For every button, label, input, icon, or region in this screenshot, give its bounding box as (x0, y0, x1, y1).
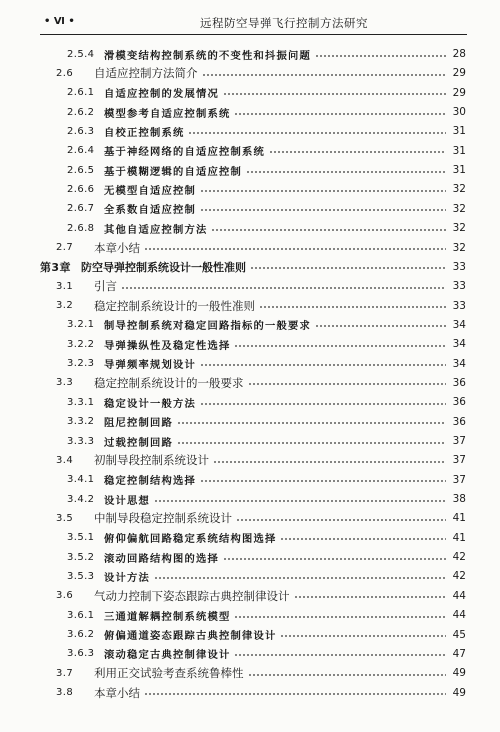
toc-entry-title: 稳定设计一般方法 (104, 397, 196, 410)
toc-entry-page: 44 (452, 609, 466, 622)
toc-entry-title: 本章小结 (94, 240, 140, 255)
toc-entry-number: 3.4.1 (67, 474, 95, 486)
toc-entry[interactable] (0, 179, 500, 199)
toc-entry[interactable] (0, 44, 500, 64)
toc-entry[interactable] (0, 489, 500, 509)
toc-entry[interactable] (0, 625, 500, 645)
toc-entry-page: 41 (452, 531, 466, 544)
toc-entry[interactable] (0, 450, 500, 470)
dot-leader (294, 596, 447, 598)
toc-entry-number: 3.5.3 (67, 570, 95, 582)
toc-entry-title: 俯仰偏航回路稳定系统结构图选择 (104, 533, 277, 546)
dot-leader (211, 229, 446, 231)
toc-entry[interactable] (0, 470, 500, 490)
toc-entry-title: 导弹操纵性及稳定性选择 (104, 339, 231, 352)
toc-entry[interactable] (0, 141, 500, 161)
toc-entry-number: 3.2 (56, 300, 74, 312)
toc-entry-page: 33 (452, 260, 466, 273)
toc-entry[interactable] (0, 296, 500, 316)
toc-entry-number: 2.6.5 (67, 164, 95, 176)
toc-entry[interactable] (0, 63, 500, 83)
toc-entry[interactable] (0, 218, 500, 238)
toc-entry-page: 31 (452, 144, 466, 157)
dot-leader (223, 93, 446, 95)
toc-entry-number: 2.6.6 (67, 183, 95, 195)
toc-entry-number: 3.3 (56, 377, 74, 389)
dot-leader (177, 422, 446, 424)
toc-entry-number: 3.2.1 (67, 319, 95, 331)
toc-entry-title: 初制导段控制系统设计 (94, 453, 209, 468)
toc-entry[interactable] (0, 238, 500, 258)
toc-entry[interactable] (0, 508, 500, 528)
toc-entry-title: 三通道解耦控制系统模型 (104, 610, 231, 623)
toc-entry-page: 37 (452, 473, 466, 486)
toc-entry-title: 过载控制回路 (104, 436, 173, 449)
dot-leader (177, 442, 446, 444)
toc-entry-page: 28 (452, 48, 466, 60)
toc-entry-number: 2.6 (56, 67, 74, 79)
toc-entry-title: 无模型自适应控制 (104, 184, 196, 197)
running-header (40, 14, 467, 35)
dot-leader (200, 364, 446, 366)
dot-leader (144, 248, 446, 250)
toc-entry-number: 3.3.3 (67, 435, 95, 447)
toc-entry-title: 导弹频率规划设计 (104, 359, 196, 372)
dot-leader (248, 674, 447, 676)
toc-entry[interactable] (0, 431, 500, 451)
toc-entry-title: 设计方法 (104, 571, 150, 584)
dot-leader (280, 538, 446, 540)
toc-entry-page: 33 (452, 280, 466, 293)
toc-entry[interactable] (0, 412, 500, 432)
dot-leader (234, 345, 446, 347)
dot-leader (200, 480, 446, 482)
toc-entry-number: 3.4 (56, 454, 74, 466)
toc-entry[interactable] (0, 566, 500, 586)
dot-leader (202, 74, 447, 76)
toc-entry[interactable] (0, 547, 500, 567)
toc-entry-title: 制导控制系统对稳定回路指标的一般要求 (104, 320, 311, 333)
toc-entry-title: 滚动回路结构图的选择 (104, 552, 219, 565)
dot-leader (236, 519, 446, 521)
toc-entry[interactable] (0, 354, 500, 374)
toc-entry-page: 37 (452, 454, 466, 467)
toc-entry-number: 2.6.7 (67, 203, 95, 215)
dot-leader (200, 190, 446, 192)
toc-entry-page: 44 (452, 589, 466, 602)
toc-entry-page: 31 (452, 125, 466, 138)
toc-entry-title: 自适应控制方法简介 (94, 66, 198, 81)
toc-entry-title: 中制导段稳定控制系统设计 (94, 511, 232, 526)
toc-entry-page: 41 (452, 512, 466, 525)
toc-entry-page: 49 (452, 686, 466, 699)
toc-entry[interactable] (0, 373, 500, 393)
toc-entry-page: 36 (452, 415, 466, 428)
toc-entry-title: 稳定控制结构选择 (104, 475, 196, 488)
dot-leader (200, 403, 446, 405)
toc-chapter-entry[interactable] (0, 257, 500, 277)
dot-leader (234, 654, 446, 656)
toc-entry-number: 3.2.3 (67, 358, 95, 370)
toc-entry-number: 3.1 (56, 280, 74, 292)
toc-entry-number: 3.5 (56, 512, 74, 524)
toc-entry-number: 3.6.3 (67, 648, 95, 660)
toc-entry-number: 3.7 (56, 667, 74, 679)
toc-entry-page: 47 (452, 647, 466, 660)
toc-entry-title: 滚动稳定古典控制律设计 (104, 649, 231, 662)
toc-entry-number: 3.2.2 (67, 338, 95, 350)
toc-entry[interactable] (0, 276, 500, 296)
toc-entry-page: 32 (452, 202, 466, 215)
toc-entry-number: 3.6 (56, 590, 74, 602)
toc-entry-number: 3.6.2 (67, 629, 95, 640)
toc-entry-page: 34 (452, 318, 466, 331)
toc-entry-title: 稳定控制系统设计的一般性准则 (94, 298, 255, 313)
toc-entry-number: 3.6.1 (67, 609, 95, 621)
dot-leader (154, 500, 446, 502)
toc-entry-page: 32 (452, 241, 466, 254)
toc-entry-page: 34 (452, 357, 466, 370)
toc-entry-title: 自校正控制系统 (104, 126, 185, 139)
toc-entry-number: 3.5.1 (67, 532, 95, 544)
toc-entry-number: 3.3.2 (67, 416, 95, 428)
dot-leader (280, 635, 446, 637)
toc-entry-page: 34 (452, 338, 466, 351)
dot-leader (234, 113, 446, 115)
toc-entry[interactable] (0, 199, 500, 219)
toc-entry-title: 模型参考自适应控制系统 (104, 107, 231, 120)
toc-entry-title: 俯偏通道姿态跟踪古典控制律设计 (104, 630, 277, 642)
toc-entry-number: 2.6.3 (67, 125, 95, 137)
toc-entry-title: 全系数自适应控制 (104, 204, 196, 217)
toc-entry-title: 利用正交试验考查系统鲁棒性 (94, 666, 244, 681)
toc-entry[interactable] (0, 160, 500, 180)
header-page-number: • Ⅵ • (44, 16, 75, 27)
toc-entry-page: 36 (452, 376, 466, 389)
toc-entry-number: 2.6.8 (67, 222, 95, 234)
toc-entry-number: 3.4.2 (67, 493, 95, 505)
toc-entry[interactable] (0, 83, 500, 103)
toc-entry-title: 引言 (94, 279, 117, 294)
toc-entry-page: 45 (452, 628, 466, 641)
toc-entry-title: 基于模糊逻辑的自适应控制 (104, 165, 242, 178)
toc-entry[interactable] (0, 334, 500, 354)
toc-entry-page: 29 (452, 86, 466, 99)
toc-entry-title: 稳定控制系统设计的一般要求 (94, 375, 244, 390)
toc-entry[interactable] (0, 121, 500, 141)
toc-entry-page: 37 (452, 435, 466, 447)
toc-entry-page: 32 (452, 222, 466, 235)
dot-leader (223, 558, 446, 560)
toc-entry-title: 自适应控制的发展情况 (104, 88, 219, 101)
dot-leader (246, 171, 446, 173)
toc-entry[interactable] (0, 663, 500, 683)
toc-entry-page: 33 (452, 299, 466, 312)
dot-leader (121, 287, 446, 289)
toc-entry[interactable] (0, 315, 500, 335)
dot-leader (213, 461, 446, 463)
dot-leader (269, 151, 446, 153)
toc-entry[interactable] (0, 683, 500, 703)
toc-entry-page: 36 (452, 396, 466, 409)
dot-leader (144, 693, 446, 695)
dot-leader (200, 209, 446, 211)
toc-entry-title: 防空导弹控制系统设计一般性准则 (81, 260, 246, 274)
toc-entry-number: 3.3.1 (67, 396, 95, 408)
dot-leader (154, 577, 446, 579)
toc-entry-title: 基于神经网络的自适应控制系统 (104, 146, 265, 159)
toc-entry-number: 第3章 (40, 260, 71, 274)
dot-leader (248, 383, 447, 385)
toc-entry-page: 38 (452, 493, 466, 506)
toc-entry[interactable] (0, 586, 500, 606)
toc-entry-number: 2.6.2 (67, 106, 95, 118)
toc-entry[interactable] (0, 102, 500, 122)
dot-leader (315, 55, 446, 57)
dot-leader (234, 616, 446, 618)
toc-entry-title: 设计思想 (104, 494, 150, 507)
toc-entry-title: 气动力控制下姿态跟踪古典控制律设计 (94, 588, 290, 603)
toc-entry-page: 31 (452, 164, 466, 177)
toc-entry-page: 42 (452, 551, 466, 564)
toc-entry[interactable] (0, 644, 500, 664)
dot-leader (188, 132, 446, 134)
toc-entry-page: 49 (452, 667, 466, 680)
toc-entry[interactable] (0, 392, 500, 412)
dot-leader (250, 267, 446, 269)
header-book-title: 远程防空导弹飞行控制方法研究 (200, 16, 368, 30)
dot-leader (315, 325, 446, 327)
toc-entry-page: 42 (452, 570, 466, 583)
toc-entry-page: 29 (452, 67, 466, 80)
dot-leader (259, 306, 446, 308)
toc-entry-title: 滑模变结构控制系统的不变性和抖振问题 (104, 49, 311, 62)
toc-entry-title: 本章小结 (94, 685, 140, 700)
toc-entry-number: 2.7 (56, 242, 74, 253)
toc-entry-number: 2.6.1 (67, 87, 95, 99)
toc-entry-number: 3.5.2 (67, 551, 95, 563)
toc-entry[interactable] (0, 528, 500, 548)
toc-entry-page: 30 (452, 106, 466, 119)
toc-entry[interactable] (0, 605, 500, 625)
toc-entry-title: 阻尼控制回路 (104, 417, 173, 430)
toc-entry-title: 其他自适应控制方法 (104, 223, 208, 236)
toc-entry-number: 3.8 (56, 687, 74, 699)
toc-entry-number: 2.5.4 (67, 48, 95, 60)
toc-entry-page: 32 (452, 183, 466, 196)
toc-entry-number: 2.6.4 (67, 145, 95, 157)
